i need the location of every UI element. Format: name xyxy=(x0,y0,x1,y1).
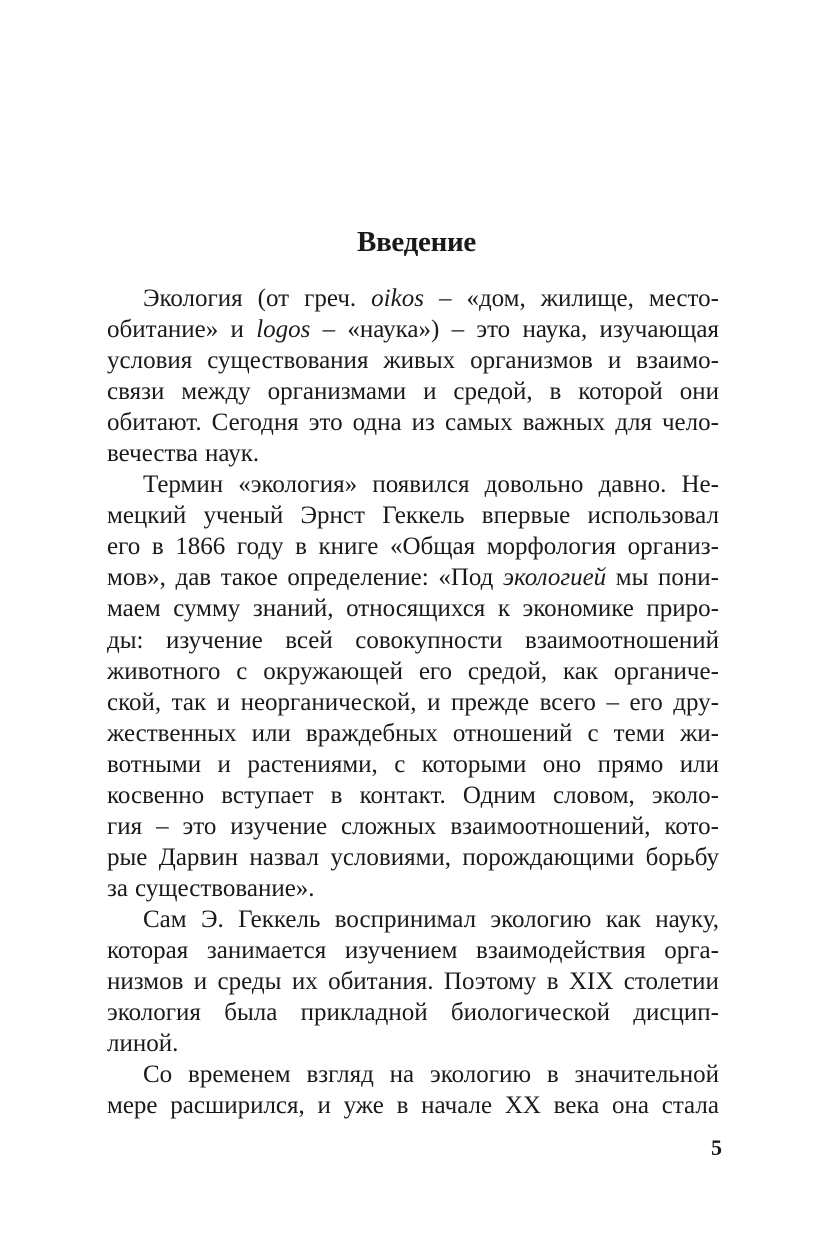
word: давно. xyxy=(598,471,667,499)
word: живых xyxy=(383,347,456,375)
text-line xyxy=(107,593,719,624)
word: жественных xyxy=(107,719,237,747)
word: мов», xyxy=(107,564,166,592)
word: и xyxy=(423,378,437,406)
word: совокупности xyxy=(355,626,503,654)
text-line xyxy=(107,842,719,873)
word: косвенно xyxy=(107,781,205,809)
word: рые xyxy=(107,843,148,871)
word: существование». xyxy=(134,874,315,902)
word: организ- xyxy=(627,533,719,561)
word: его xyxy=(107,533,141,561)
text-line xyxy=(107,997,719,1028)
word: стала xyxy=(661,1092,719,1120)
word: сумму xyxy=(173,595,241,623)
word: как xyxy=(605,905,641,933)
text-line xyxy=(107,469,719,500)
word: как xyxy=(562,657,598,685)
word: была xyxy=(224,999,278,1027)
word: существования xyxy=(207,347,369,375)
word: определение: xyxy=(287,564,429,592)
word: гия xyxy=(107,812,143,840)
word: довольно xyxy=(484,471,584,499)
word: Сам xyxy=(143,905,187,933)
word: пони- xyxy=(658,564,719,592)
word: так xyxy=(171,688,207,716)
word: Поэтому xyxy=(443,968,537,996)
text-line xyxy=(107,500,719,531)
word: экологию xyxy=(490,905,592,933)
word: экология xyxy=(107,999,201,1027)
word: Со xyxy=(143,1061,173,1089)
word: теми xyxy=(613,719,665,747)
text-line xyxy=(107,687,719,718)
word: обитания. xyxy=(328,968,434,996)
word: изучением xyxy=(344,936,458,964)
word: «Под xyxy=(438,564,494,592)
word: или xyxy=(251,719,291,747)
word: науку, xyxy=(655,905,719,933)
word: с xyxy=(236,657,248,685)
word: и xyxy=(193,968,208,996)
text-line xyxy=(107,562,719,593)
text-line xyxy=(107,904,719,935)
word: к xyxy=(497,595,510,623)
word: вступает xyxy=(221,781,314,809)
word: которая xyxy=(107,936,189,964)
word: неорганической, xyxy=(240,688,417,716)
word: в xyxy=(295,533,307,561)
body-text xyxy=(107,283,719,1121)
word: важных xyxy=(522,409,606,437)
word: экологию xyxy=(429,1061,532,1089)
word: его xyxy=(418,657,453,685)
word: «Общая xyxy=(390,533,476,561)
word: вотными xyxy=(107,750,202,778)
word: мецкий xyxy=(107,502,187,530)
text-line xyxy=(107,345,719,376)
word: уже xyxy=(343,1092,384,1120)
word: «экология» xyxy=(238,471,358,499)
word: взаимоотношений xyxy=(525,626,719,654)
word: XIX xyxy=(568,968,614,996)
word: греч. xyxy=(304,285,357,312)
word: в xyxy=(549,378,562,406)
word: условия xyxy=(107,347,193,375)
word: и xyxy=(317,1092,331,1120)
text-line xyxy=(107,966,719,997)
word: века xyxy=(553,1092,600,1120)
word: ды: xyxy=(107,626,144,654)
word: эколо- xyxy=(651,781,719,809)
word: маем xyxy=(107,595,161,623)
word: обитание» xyxy=(107,316,219,344)
word: Эрнст xyxy=(300,502,365,530)
word: растениями, xyxy=(247,750,378,778)
word: словом, xyxy=(552,781,635,809)
word: которыми xyxy=(421,750,527,778)
word: обитают. xyxy=(107,409,202,437)
text-line xyxy=(107,314,719,345)
word: они xyxy=(679,378,719,406)
word: порождающими xyxy=(462,843,635,871)
word: изучение xyxy=(165,626,263,654)
text-line xyxy=(107,1090,719,1121)
word: книге xyxy=(318,533,379,561)
text-line xyxy=(107,1059,719,1090)
word: и xyxy=(427,688,441,716)
italic-term: экологией xyxy=(502,564,607,592)
word: взаимо- xyxy=(636,347,719,375)
text-line xyxy=(107,283,719,314)
word: – xyxy=(156,812,169,840)
text-line xyxy=(107,625,719,656)
word: мы xyxy=(615,564,649,592)
word: столетии xyxy=(623,968,719,996)
word: всего xyxy=(539,688,596,716)
page-heading: Введение xyxy=(357,226,476,258)
word: животного xyxy=(107,657,221,685)
word: для xyxy=(615,409,652,437)
word: среды xyxy=(217,968,282,996)
word: это xyxy=(182,812,217,840)
text-line xyxy=(107,438,719,469)
word: Не- xyxy=(681,471,719,499)
word: и xyxy=(216,688,231,716)
word: дав xyxy=(175,564,212,592)
word: такое xyxy=(220,564,278,592)
text-line xyxy=(107,749,719,780)
word: (от xyxy=(257,285,290,312)
text-line xyxy=(107,656,719,687)
word: занимается xyxy=(206,936,327,964)
word: – xyxy=(438,285,452,312)
word: за xyxy=(107,874,128,902)
word: Геккель xyxy=(382,502,465,530)
word: это xyxy=(308,409,343,437)
word: борьбу xyxy=(645,843,719,871)
word: ской, xyxy=(107,688,162,716)
word: в xyxy=(396,1092,409,1120)
word: их xyxy=(291,968,318,996)
word: с xyxy=(394,750,406,778)
word: биологической xyxy=(450,999,610,1027)
word: его xyxy=(629,688,663,716)
word: взгляд xyxy=(306,1061,374,1089)
word: в xyxy=(546,968,559,996)
word: вечества xyxy=(107,440,199,468)
word: изучающая xyxy=(599,316,719,344)
word: окружающей xyxy=(263,657,403,685)
word: Сегодня xyxy=(211,409,299,437)
word: – xyxy=(451,316,465,344)
word: прежде xyxy=(451,688,530,716)
word: и xyxy=(217,750,231,778)
word: значительной xyxy=(574,1061,719,1089)
word: средой, xyxy=(467,657,548,685)
word: самых xyxy=(444,409,513,437)
word: временем xyxy=(188,1061,291,1089)
word: морфология xyxy=(486,533,617,561)
word: или xyxy=(679,750,719,778)
word: экономике xyxy=(522,595,634,623)
word: Э. xyxy=(200,905,224,933)
word: ученый xyxy=(203,502,284,530)
word: она xyxy=(612,1092,649,1120)
word: наука, xyxy=(522,316,588,344)
word: всей xyxy=(285,626,333,654)
text-line xyxy=(107,873,719,904)
word: 1866 xyxy=(175,533,226,561)
word: условиями, xyxy=(330,843,452,871)
word: XX xyxy=(504,1092,541,1120)
word: – xyxy=(322,316,336,344)
word: органиче- xyxy=(613,657,719,685)
word: в xyxy=(151,533,164,561)
word: жи- xyxy=(680,719,719,747)
word: появился xyxy=(372,471,470,499)
word: мере xyxy=(107,1092,158,1120)
word: на xyxy=(389,1061,415,1089)
text-line xyxy=(107,376,719,407)
word: связи xyxy=(107,378,165,406)
word: Экология xyxy=(143,285,243,312)
word: взаимоотношений, xyxy=(450,812,651,840)
text-line xyxy=(107,935,719,966)
text-line xyxy=(107,1028,719,1059)
word: из xyxy=(411,409,435,437)
word: использовал xyxy=(587,502,719,530)
word: средой, xyxy=(453,378,533,406)
word: – xyxy=(606,688,619,716)
word: место- xyxy=(648,285,719,312)
word: прямо xyxy=(597,750,664,778)
word: орга- xyxy=(664,936,719,964)
word: приро- xyxy=(646,595,719,623)
word: назвал xyxy=(249,843,319,871)
italic-term: logos xyxy=(256,316,311,344)
text-line xyxy=(107,811,719,842)
word: дисцип- xyxy=(633,999,719,1027)
word: с xyxy=(587,719,599,747)
word: в xyxy=(330,781,343,809)
word xyxy=(256,314,310,345)
word: «дом, xyxy=(466,285,526,312)
word xyxy=(503,562,606,593)
word: знаний, xyxy=(252,595,334,623)
word: и xyxy=(607,347,622,375)
word: взаимодействия xyxy=(476,936,646,964)
word: «наука») xyxy=(347,316,440,344)
word: чело- xyxy=(661,409,719,437)
word: впервые xyxy=(481,502,571,530)
word: и xyxy=(230,316,244,344)
word: между xyxy=(181,378,251,406)
word: организмов xyxy=(470,347,593,375)
word: кото- xyxy=(664,812,719,840)
word: которой xyxy=(578,378,663,406)
word: в xyxy=(546,1061,559,1089)
word: враждебных xyxy=(305,719,438,747)
word: относящихся xyxy=(346,595,486,623)
word: наук. xyxy=(205,440,260,468)
word: отношений xyxy=(452,719,573,747)
word: оно xyxy=(542,750,582,778)
word: расширился, xyxy=(170,1092,305,1120)
word: это xyxy=(476,316,511,344)
word: жилище, xyxy=(540,285,634,312)
word: изучение xyxy=(230,812,328,840)
word: воспринимал xyxy=(334,905,477,933)
word: Дарвин xyxy=(158,843,238,871)
text-line xyxy=(107,531,719,562)
word: организмами xyxy=(267,378,407,406)
word: Геккель xyxy=(238,905,321,933)
word: дру- xyxy=(673,688,719,716)
word: Термин xyxy=(143,471,224,499)
word: начале xyxy=(421,1092,493,1120)
word: сложных xyxy=(340,812,437,840)
text-line xyxy=(107,718,719,749)
word: линой. xyxy=(107,1030,179,1058)
italic-term: oikos xyxy=(371,285,424,312)
page-number: 5 xyxy=(711,1135,722,1160)
word: прикладной xyxy=(300,999,428,1027)
word: Одним xyxy=(462,781,536,809)
word: году xyxy=(236,533,284,561)
text-line xyxy=(107,780,719,811)
word: одна xyxy=(352,409,402,437)
text-line xyxy=(107,407,719,438)
word xyxy=(371,283,424,314)
word: контакт. xyxy=(359,781,446,809)
word: низмов xyxy=(107,968,184,996)
